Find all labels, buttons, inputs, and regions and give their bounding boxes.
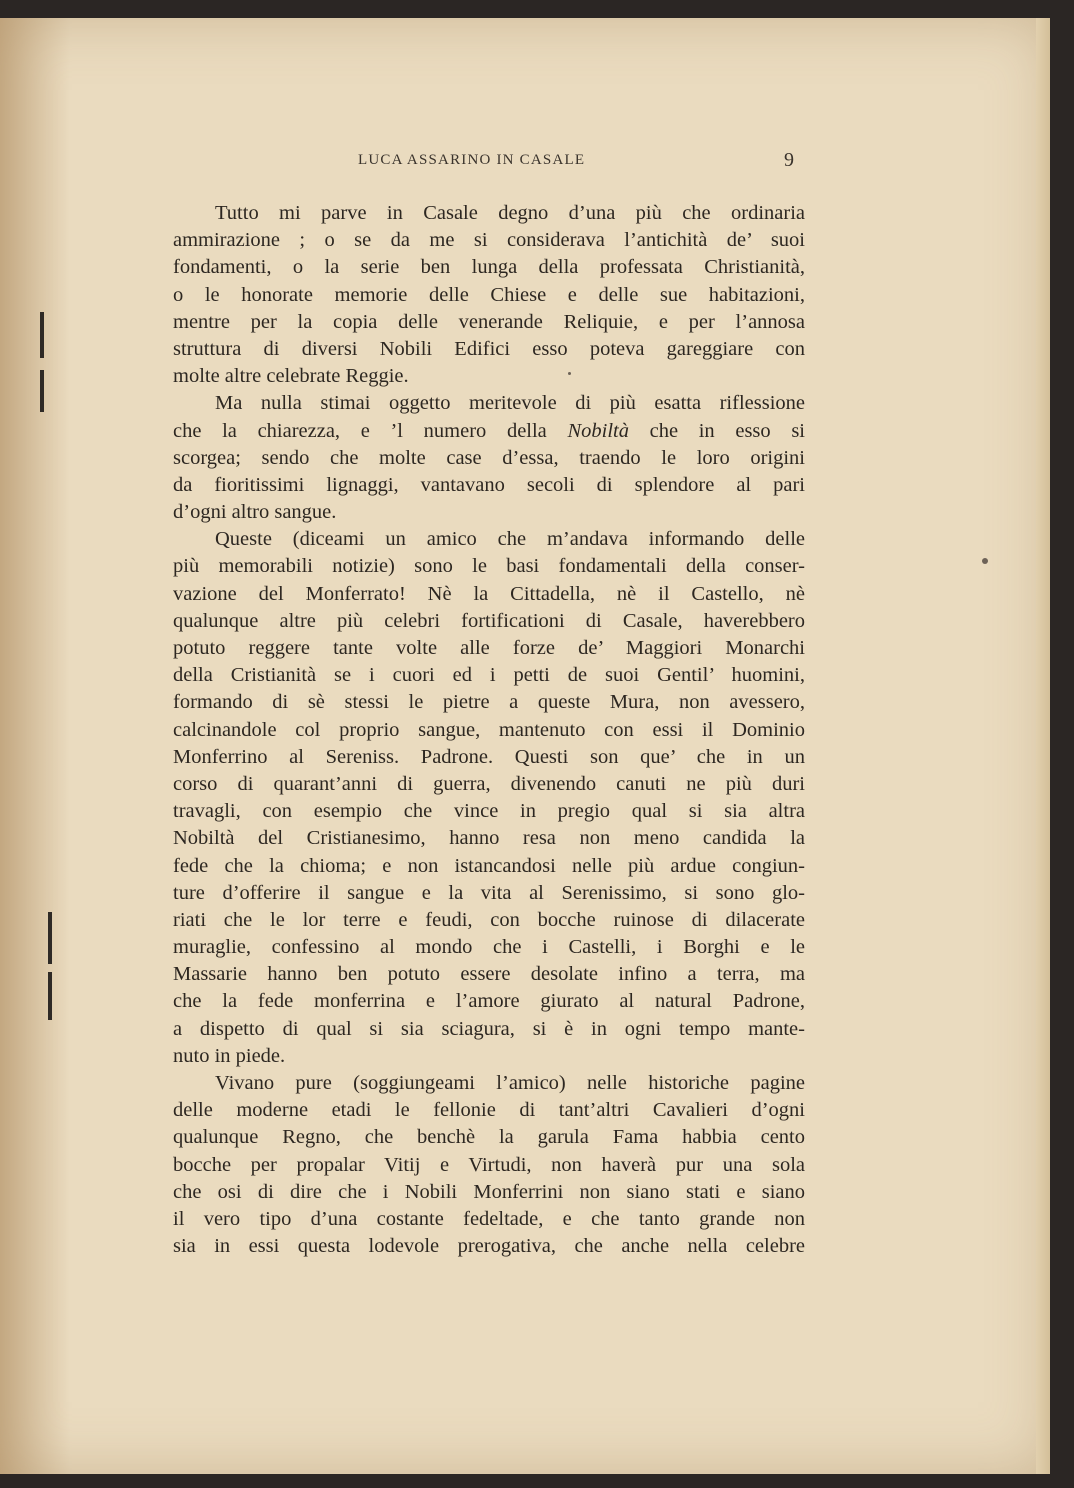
- text-line: della Cristianità se i cuori ed i petti de suoi Gentil’ huomini,: [173, 664, 805, 687]
- body-text: [173, 200, 805, 1260]
- text-line: a dispetto di qual si sia sciagura, si è in ogni tempo mante-: [173, 1017, 805, 1040]
- text-line: ammirazione ; o se da me si considerava l’antichità de’ suoi: [173, 229, 805, 252]
- text-line: sia in essi questa lodevole prerogativa, che anche nella celebre: [173, 1235, 805, 1258]
- text-line: scorgea; sendo che molte case d’essa, traendo le loro origini: [173, 446, 805, 469]
- text-line: fede che la chioma; e non istancandosi nelle più ardue congiun-: [173, 854, 805, 877]
- gutter-shadow: [0, 18, 70, 1474]
- text-line: calcinandole col proprio sangue, mantenuto con essi il Dominio: [173, 718, 805, 741]
- text-line: corso di quarant’anni di guerra, divenendo canuti ne più duri: [173, 772, 805, 795]
- text-line: delle moderne etadi le fellonie di tant’altri Cavalieri d’ogni: [173, 1099, 805, 1122]
- text-line: Ma nulla stimai oggetto meritevole di più esatta riflessione: [215, 392, 805, 415]
- text-line: bocche per propalar Vitij e Virtudi, non haverà pur una sola: [173, 1153, 805, 1176]
- text-line: muraglie, confessino al mondo che i Castelli, i Borghi e le: [173, 936, 805, 959]
- text-line: che la chiarezza, e ’l numero della Nobiltà che in esso si: [173, 419, 805, 442]
- text-line: qualunque Regno, che benchè la garula Fama habbia cento: [173, 1126, 805, 1149]
- binding-thread-mark: [40, 370, 44, 412]
- text-line: da fioritissimi lignaggi, vantavano secoli di splendore al pari: [173, 473, 805, 496]
- binding-thread-mark: [48, 972, 52, 1020]
- text-line: travagli, con esempio che vince in pregio qual si sia altra: [173, 800, 805, 823]
- paper-speck: [982, 558, 988, 564]
- text-line: fondamenti, o la serie ben lunga della professata Christianità,: [173, 256, 805, 279]
- text-line: che osi di dire che i Nobili Monferrini non siano stati e siano: [173, 1180, 805, 1203]
- text-line: nuto in piede.: [173, 1044, 286, 1067]
- text-line: il vero tipo d’una costante fedeltade, e che tanto grande non: [173, 1207, 805, 1230]
- text-line: vazione del Monferrato! Nè la Cittadella, nè il Castello, nè: [173, 582, 805, 605]
- text-line: potuto reggere tante volte alle forze de’ Maggiori Monarchi: [173, 637, 805, 659]
- text-line: riati che le lor terre e feudi, con bocche ruinose di dilacerate: [173, 908, 805, 931]
- text-line: ture d’offerire il sangue e la vita al Serenissimo, si sono glo-: [173, 881, 805, 904]
- text-line: mentre per la copia delle venerande Reliquie, e per l’annosa: [173, 310, 805, 333]
- running-head: [358, 149, 794, 176]
- running-title: LUCA ASSARINO IN CASALE: [358, 152, 586, 168]
- text-line: Massarie hanno ben potuto essere desolate infino a terra, ma: [173, 963, 805, 986]
- text-line: Nobiltà del Cristianesimo, hanno resa non meno candida la: [173, 827, 805, 850]
- text-line: Monferrino al Sereniss. Padrone. Questi son que’ che in un: [173, 745, 805, 768]
- text-line: più memorabili notizie) sono le basi fondamentali della conser-: [173, 555, 805, 578]
- binding-thread-mark: [40, 312, 44, 358]
- text-line: d’ogni altro sangue.: [173, 501, 337, 524]
- text-line: struttura di diversi Nobili Edifici esso poteva gareggiare con: [173, 337, 805, 360]
- text-line: che la fede monferrina e l’amore giurato al natural Padrone,: [173, 990, 805, 1013]
- text-line: o le honorate memorie delle Chiese e delle sue habitazioni,: [173, 283, 805, 306]
- page-number: 9: [784, 149, 794, 171]
- text-line: molte altre celebrate Reggie.: [173, 365, 409, 388]
- binding-thread-mark: [48, 912, 52, 964]
- text-line: Queste (diceami un amico che m’andava informando delle: [215, 528, 805, 551]
- text-line: qualunque altre più celebri fortificationi di Casale, haverebbero: [173, 609, 805, 632]
- page-edge: [1036, 18, 1050, 1474]
- italic-word: Nobiltà: [567, 419, 629, 442]
- text-line: Vivano pure (soggiungeami l’amico) nelle historiche pagine: [215, 1072, 805, 1094]
- text-line: Tutto mi parve in Casale degno d’una più che ordinaria: [215, 202, 805, 224]
- text-line: formando di sè stessi le pietre a queste Mura, non avessero,: [173, 691, 805, 714]
